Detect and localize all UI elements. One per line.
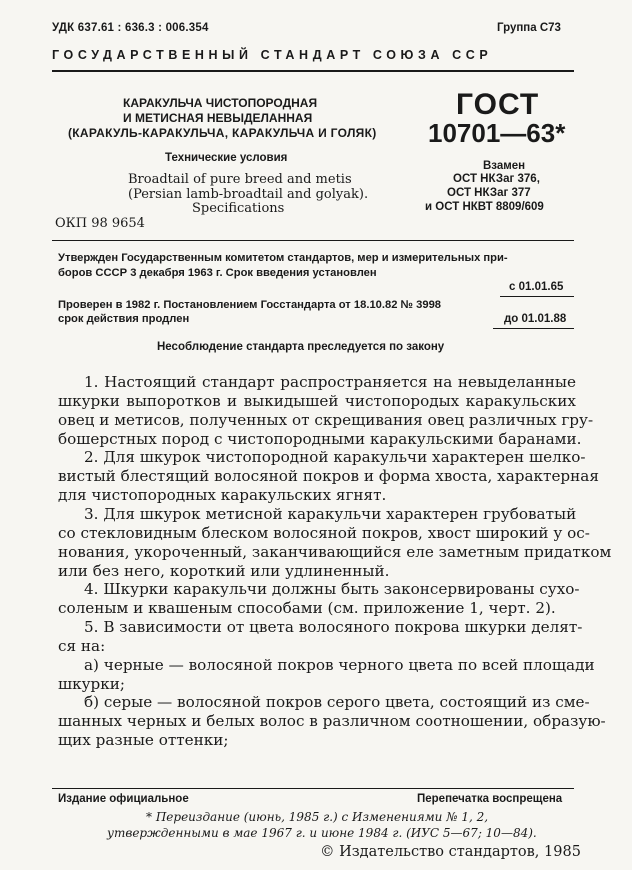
body-line-10: нования, укороченный, заканчивающийся еле заметным придатком — [58, 543, 612, 561]
date-1-underline — [500, 296, 574, 297]
replaces-label: Взамен — [483, 160, 526, 172]
body-line-15: ся на: — [58, 637, 106, 655]
header-divider — [52, 70, 574, 72]
state-standard-banner: ГОСУДАРСТВЕННЫЙ СТАНДАРТ СОЮЗА ССР — [52, 48, 493, 62]
body-line-3: овец и метисов, полученных от скрещивания овец различных гру- — [58, 411, 594, 429]
reissue-line-2: утвержденными в мае 1967 г. и июне 1984 г. (ИУС 5—67; 10—84). — [107, 826, 537, 840]
copyright: © Издательство стандартов, 1985 — [320, 844, 581, 860]
body-line-1: 1. Настоящий стандарт распространяется на невыделанные — [84, 373, 576, 391]
title-line-2: И МЕТИСНАЯ НЕВЫДЕЛАННАЯ — [123, 111, 313, 125]
body-line-8: 3. Для шкурок метисной каракульчи характерен грубоватый — [84, 505, 577, 523]
group-code: Группа С73 — [497, 22, 561, 34]
technical-conditions: Технические условия — [165, 152, 288, 164]
english-title-line-3: Specifications — [192, 201, 285, 216]
gost-number: 10701—63* — [428, 118, 566, 148]
okp-code: ОКП 98 9654 — [55, 216, 145, 231]
body-line-4: бошерстных пород с чистопородными каракульскими баранами. — [58, 430, 582, 448]
replaces-item-3: и ОСТ НКВТ 8809/609 — [425, 201, 544, 213]
body-line-16: а) черные — волосяной покров черного цвета по всей площади — [84, 656, 595, 674]
body-line-5: 2. Для шкурок чистопородной каракульчи характерен шелко- — [84, 448, 586, 466]
body-line-18: б) серые — волосяной покров серого цвета, состоящий из сме- — [84, 693, 590, 711]
english-title-line-1: Broadtail of pure breed and metis — [128, 172, 352, 187]
replaces-item-2: ОСТ НКЗаг 377 — [447, 187, 531, 199]
body-line-2: шкурки выпоротков и выкидышей чистопородых каракульских — [58, 392, 576, 410]
reissue-line-1: * Переиздание (июнь, 1985 г.) с Изменениями № 1, 2, — [146, 810, 489, 824]
body-line-14: 5. В зависимости от цвета волосяного покрова шкурки делят- — [84, 618, 583, 636]
replaces-item-1: ОСТ НКЗаг 376, — [453, 173, 540, 185]
approval-date-1: с 01.01.65 — [509, 281, 564, 293]
footer-divider — [52, 788, 574, 789]
approval-divider — [52, 240, 574, 241]
approval-line-2: боров СССР 3 декабря 1963 г. Срок введения установлен — [58, 267, 377, 279]
body-line-19: шанных черных и белых волос в различном соотношении, образую- — [58, 712, 606, 730]
body-line-11: или без него, короткий или удлиненный. — [58, 562, 390, 580]
body-line-6: вистый блестящий волосяной покров и форма хвоста, характерная — [58, 467, 599, 485]
approval-date-2: до 01.01.88 — [504, 313, 567, 325]
approval-line-1: Утвержден Государственным комитетом стандартов, мер и измерительных при- — [58, 252, 508, 264]
english-title-line-2: (Persian lamb-broadtail and golyak). — [128, 187, 369, 202]
body-line-12: 4. Шкурки каракульчи должны быть законсервированы сухо- — [84, 580, 580, 598]
official-edition: Издание официальное — [58, 793, 189, 805]
date-2-underline — [493, 328, 574, 329]
approval-line-3: Проверен в 1982 г. Постановлением Госстандарта от 18.10.82 № 3998 — [58, 299, 442, 311]
body-line-20: щих разные оттенки; — [58, 731, 229, 749]
gost-label: ГОСТ — [456, 88, 540, 121]
title-line-1: КАРАКУЛЬЧА ЧИСТОПОРОДНАЯ — [123, 96, 318, 110]
body-line-9: со стекловидным блеском волосяной покров, хвост широкий у ос- — [58, 524, 590, 542]
reprint-notice: Перепечатка воспрещена — [417, 793, 563, 805]
approval-line-4: срок действия продлен — [58, 313, 190, 325]
legal-notice: Несоблюдение стандарта преследуется по закону — [157, 341, 445, 353]
body-line-7: для чистопородных каракульских ягнят. — [58, 486, 387, 504]
title-line-3: (КАРАКУЛЬ-КАРАКУЛЬЧА, КАРАКУЛЬЧА И ГОЛЯК) — [68, 126, 377, 140]
body-line-17: шкурки; — [58, 675, 126, 693]
body-line-13: соленым и квашеным способами (см. приложение 1, черт. 2). — [58, 599, 556, 617]
udk-code: УДК 637.61 : 636.3 : 006.354 — [52, 22, 209, 34]
